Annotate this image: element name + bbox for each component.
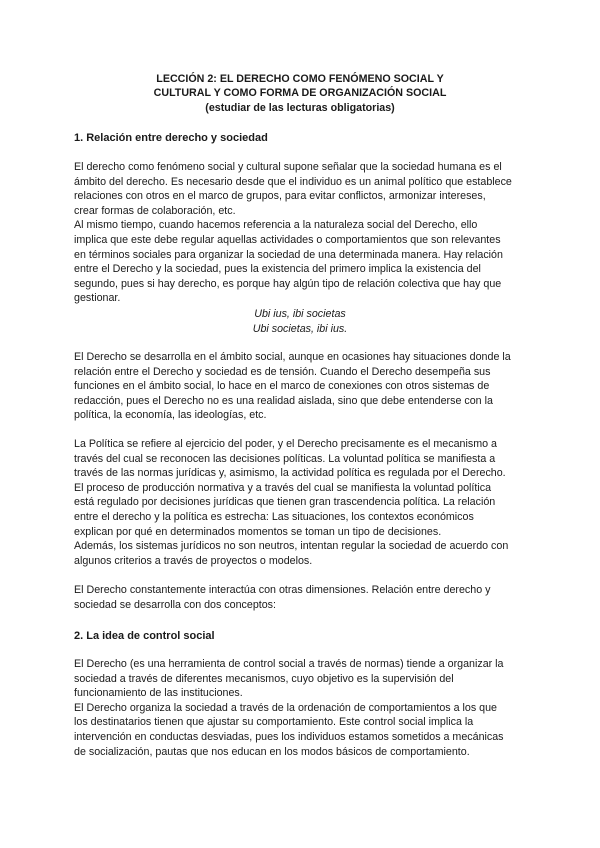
text-line: está regulado por decisiones jurídicas que tienen gran trascendencia política. La relación	[74, 496, 496, 509]
text-line: El Derecho se desarrolla en el ámbito social, aunque en ocasiones hay situaciones donde la	[74, 351, 511, 363]
text-line: relaciones con otros en el marco de grupos, para evitar conflictos, armonizar intereses,	[74, 190, 486, 203]
section-1-paragraph-2	[74, 350, 534, 423]
text-line: los destinatarios tienen que ajustar su comportamiento. Este control social implica la	[74, 716, 474, 729]
latin-quote	[0, 307, 600, 336]
text-line: través del cual se reconocen las decisiones políticas. La voluntad política se manifiesta a	[74, 452, 496, 465]
text-line: crear formas de colaboración, etc.	[74, 204, 236, 217]
text-line: de socialización, pautas que nos educan en los modos básicos de comportamiento.	[74, 745, 470, 758]
text-line: través de las normas jurídicas y, asimismo, la actividad política es regulada por el Derecho.	[74, 467, 506, 480]
title-line-2: CULTURAL Y COMO FORMA DE ORGANIZACIÓN SOCIAL	[153, 87, 447, 100]
text-line: Además, los sistemas jurídicos no son neutros, intentan regular la sociedad de acuerdo con	[74, 540, 509, 553]
text-line: El derecho como fenómeno social y cultural supone señalar que la sociedad humana es el	[74, 161, 502, 173]
title-line-1: LECCIÓN 2: EL DERECHO COMO FENÓMENO SOCIAL Y	[156, 73, 444, 85]
text-line: La Política se refiere al ejercicio del poder, y el Derecho precisamente es el mecanismo a	[74, 438, 497, 450]
text-line: El Derecho constantemente interactúa con otras dimensiones. Relación entre derecho y	[74, 584, 491, 596]
title-subtitle: (estudiar de las lecturas obligatorias)	[205, 101, 395, 114]
text-line: explican por qué en determinados momentos se toman un tipo de decisiones.	[74, 525, 442, 538]
text-line: implica que este debe regular aquellas actividades o comportamientos que son relevantes	[74, 233, 501, 246]
text-line: redacción, pues el Derecho no es una realidad aislada, sino que debe entenderse con la	[74, 394, 493, 407]
text-line: funciones en el ámbito social, lo hace en el marco de conexiones con otros sistemas de	[74, 380, 490, 393]
text-line: sociedad se desarrolla con dos conceptos:	[74, 598, 276, 611]
text-line: sociedad a través de diferentes mecanismos, cuyo objetivo es la supervisión del	[74, 672, 454, 685]
section-2-heading: 2. La idea de control social	[74, 630, 215, 642]
text-line: funcionamiento de las instituciones.	[74, 687, 243, 700]
text-line: Al mismo tiempo, cuando hacemos referencia a la naturaleza social del Derecho, ello	[74, 219, 478, 232]
text-line: entre el derecho y la política es estrecha: Las situaciones, los contextos económicos	[74, 510, 474, 523]
text-line: intervención en conductas desviadas, pues los individuos estamos sometidos a mecánicas	[74, 730, 504, 743]
quote-line: Ubi ius, ibi societas	[254, 308, 346, 320]
text-line: El Derecho (es una herramienta de control social a través de normas) tiende a organizar la	[74, 658, 504, 670]
section-1-paragraph-4	[74, 583, 534, 612]
text-line: algunos criterios a través de proyectos o modelos.	[74, 554, 313, 567]
lesson-title	[0, 72, 600, 115]
text-line: gestionar.	[74, 292, 121, 305]
text-line: segundo, pues si hay derecho, es porque hay algún tipo de relación colectiva que hay que	[74, 277, 502, 290]
section-1-paragraph-3	[74, 437, 534, 568]
text-line: entre el Derecho y la sociedad, pues la existencia del primero implica la existencia del	[74, 263, 481, 276]
section-2-paragraph-1	[74, 657, 534, 759]
text-line: El Derecho organiza la sociedad a través de la ordenación de comportamientos a los que	[74, 701, 498, 714]
text-line: El proceso de producción normativa y a través del cual se manifiesta la voluntad política	[74, 481, 492, 494]
text-line: relación entre el Derecho y sociedad es de tensión. Cuando el Derecho desempeña sus	[74, 365, 491, 378]
text-line: ámbito del derecho. Es necesario desde que el individuo es un animal político que establece	[74, 175, 512, 188]
text-line: política, la economía, las ideologías, etc.	[74, 409, 267, 422]
quote-line: Ubi societas, ibi ius.	[252, 322, 348, 335]
text-line: en términos sociales para organizar la sociedad de una determinada manera. Hay relación	[74, 248, 503, 261]
section-1-paragraph-1	[74, 160, 534, 306]
section-1-heading: 1. Relación entre derecho y sociedad	[74, 132, 268, 144]
